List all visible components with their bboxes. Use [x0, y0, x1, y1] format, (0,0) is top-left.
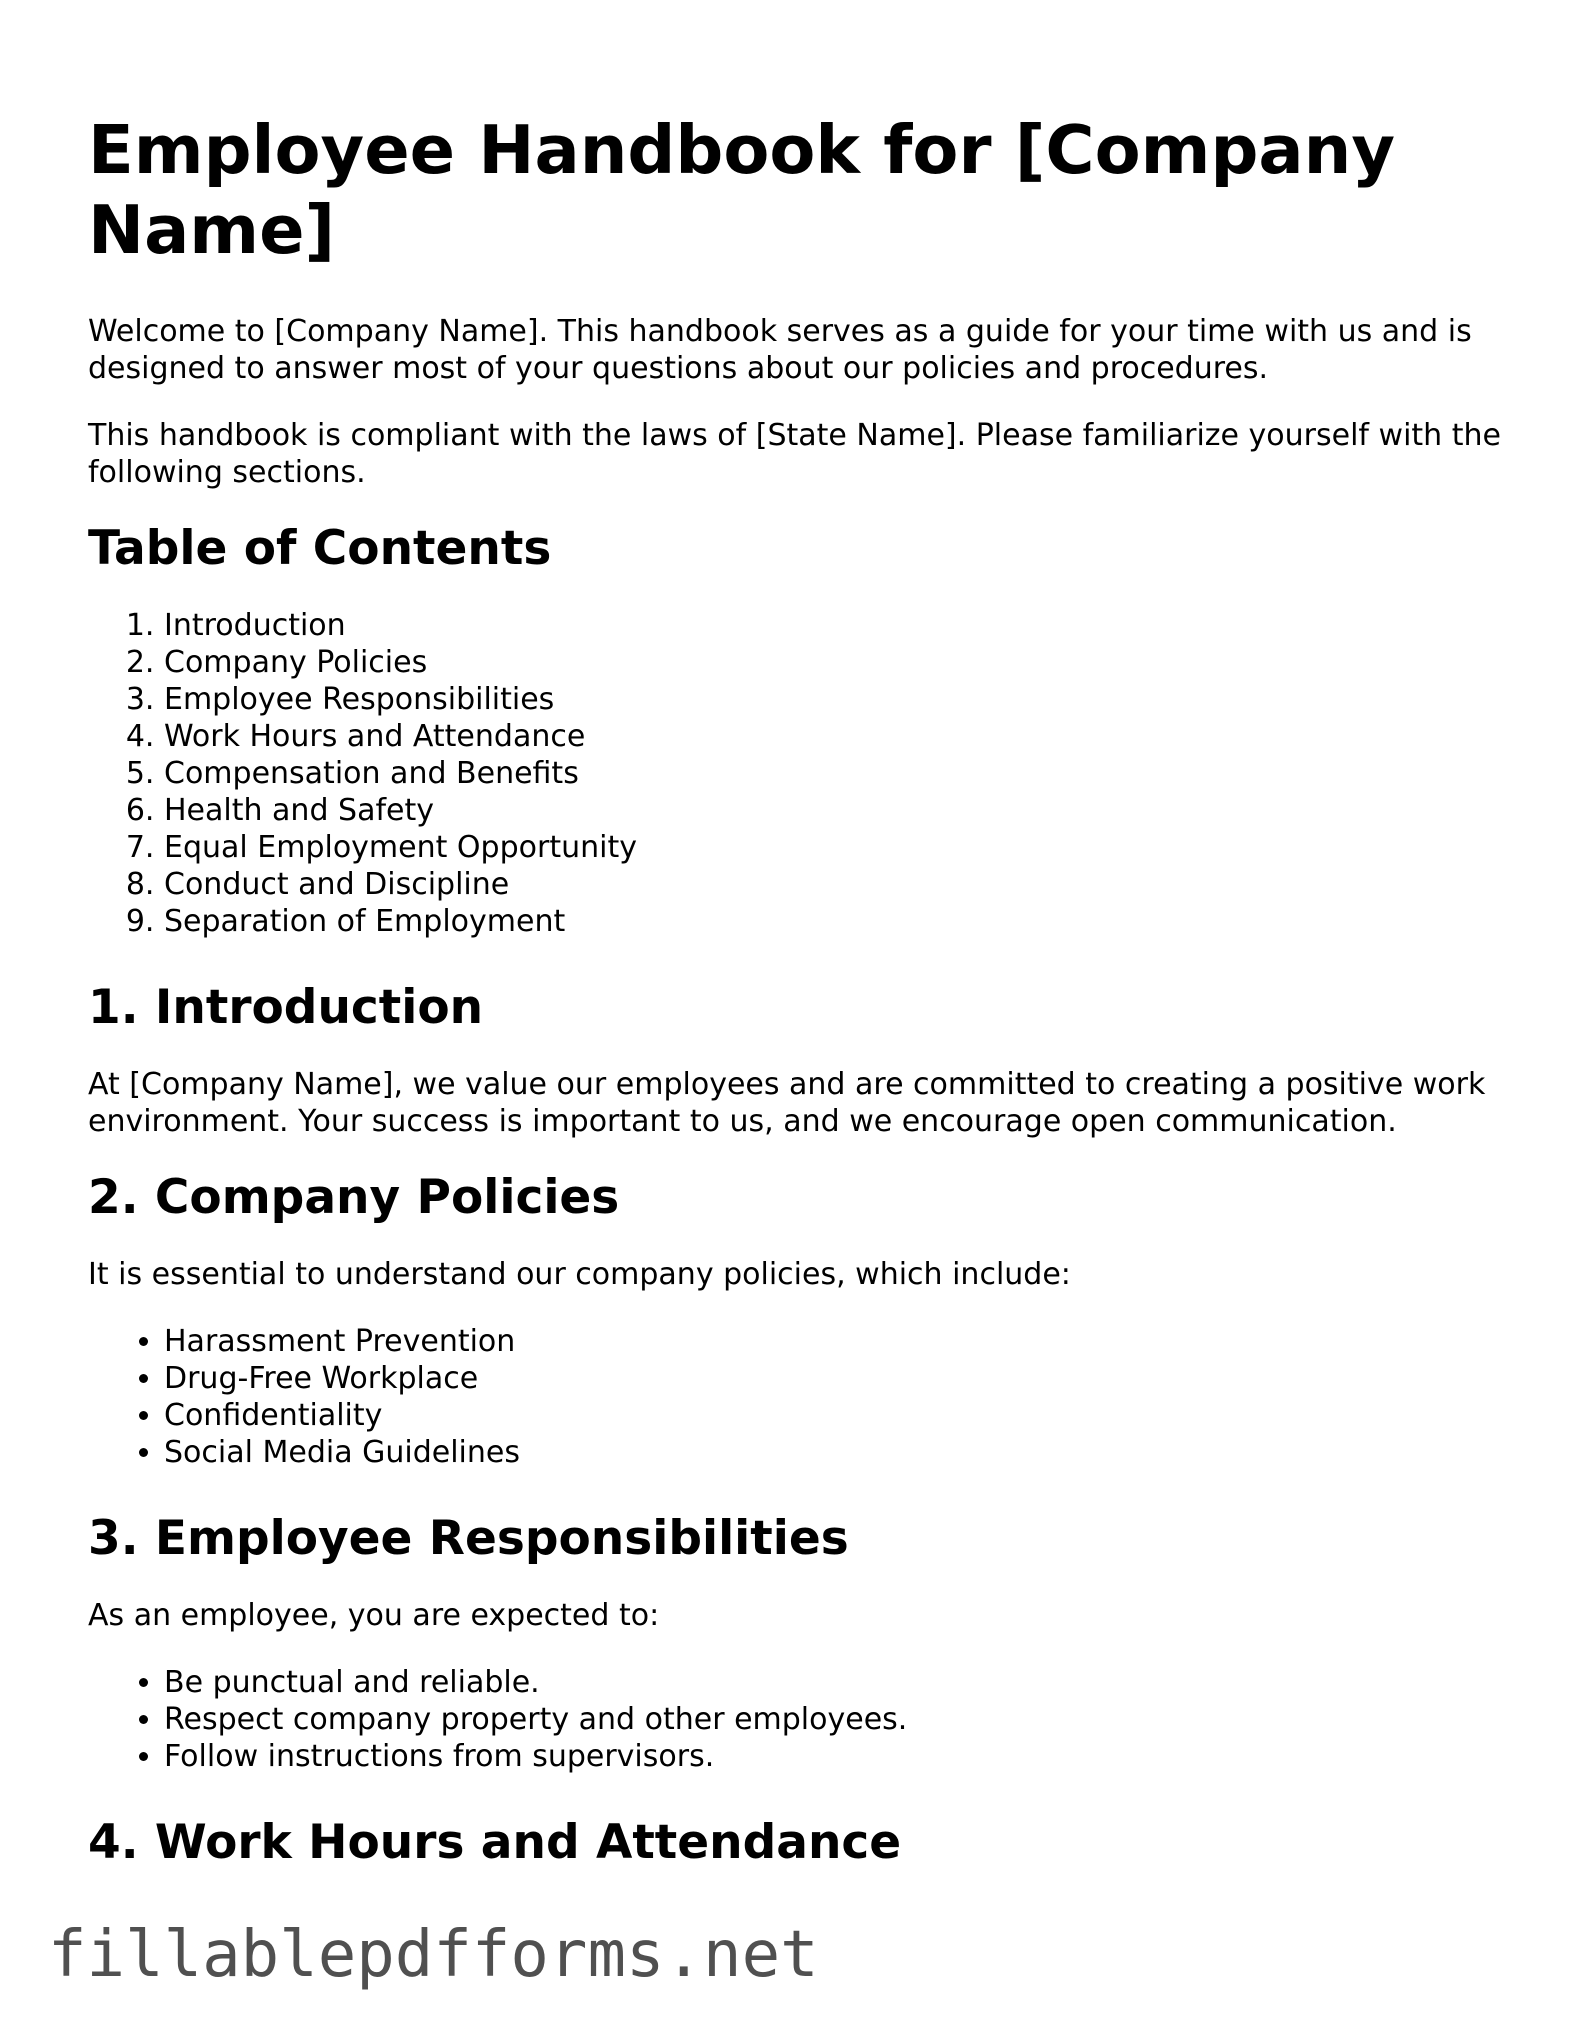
- employee-responsibilities-text: As an employee, you are expected to:: [88, 1598, 660, 1633]
- employee-responsibilities-list: [88, 1664, 1508, 1775]
- watermark-text: fillablepdfforms.net: [48, 1918, 819, 1992]
- list-item: • Confidentiality: [164, 1397, 1508, 1434]
- toc-item: 1. Introduction: [164, 607, 1508, 644]
- list-item: • Drug-Free Workplace: [164, 1360, 1508, 1397]
- section-heading-employee-responsibilities: 3. Employee Responsibilities: [88, 1511, 849, 1566]
- company-policies-text: It is essential to understand our company policies, which include:: [88, 1257, 1071, 1292]
- intro-paragraph-1: Welcome to [Company Name]. This handbook serves as a guide for your time with us and is designed to answer most of your questions about our policies and procedures.: [88, 314, 1472, 386]
- list-item: • Social Media Guidelines: [164, 1434, 1508, 1471]
- toc-item: 4. Work Hours and Attendance: [164, 718, 1508, 755]
- toc-item: 2. Company Policies: [164, 644, 1508, 681]
- toc-item: 7. Equal Employment Opportunity: [164, 829, 1508, 866]
- section-heading-introduction: 1. Introduction: [88, 980, 484, 1035]
- toc-item: 8. Conduct and Discipline: [164, 866, 1508, 903]
- toc-list: [88, 607, 1508, 940]
- company-policies-list: [88, 1323, 1508, 1471]
- list-item: • Be punctual and reliable.: [164, 1664, 1508, 1701]
- section-heading-company-policies: 2. Company Policies: [88, 1170, 620, 1225]
- intro-paragraph-2: This handbook is compliant with the laws of [State Name]. Please familiarize yourself with the following sections.: [88, 418, 1501, 490]
- list-item: • Harassment Prevention: [164, 1323, 1508, 1360]
- toc-item: 9. Separation of Employment: [164, 903, 1508, 940]
- introduction-text: At [Company Name], we value our employees and are committed to creating a positive work environment. Your success is important to us, and we encourage open communication.: [88, 1067, 1486, 1139]
- page-title: Employee Handbook for [Company Name]: [88, 111, 1395, 269]
- section-heading-work-hours: 4. Work Hours and Attendance: [88, 1815, 902, 1870]
- toc-item: 5. Compensation and Benefits: [164, 755, 1508, 792]
- toc-item: 3. Employee Responsibilities: [164, 681, 1508, 718]
- document-page: [88, 110, 1508, 1901]
- toc-heading: Table of Contents: [88, 521, 552, 576]
- toc-item: 6. Health and Safety: [164, 792, 1508, 829]
- list-item: • Follow instructions from supervisors.: [164, 1738, 1508, 1775]
- list-item: • Respect company property and other employees.: [164, 1701, 1508, 1738]
